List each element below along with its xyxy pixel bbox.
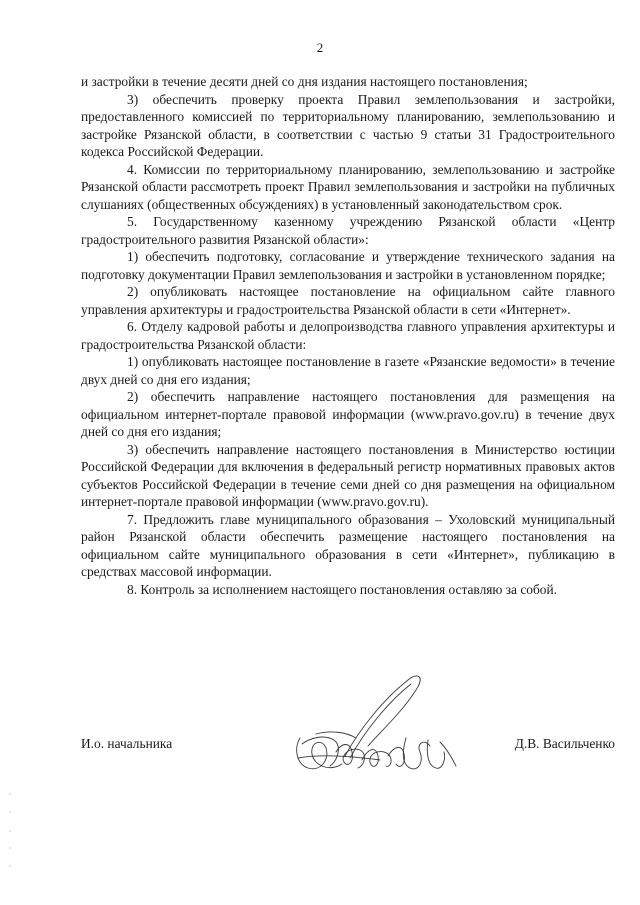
handwritten-signature <box>290 668 465 783</box>
signature-block <box>81 736 615 756</box>
paragraph-point-6-item-3: 3) обеспечить направление настоящего постановления в Министерство юстиции Российской Федерации для включения в федеральный регистр нормативных правовых актов субъектов Российской Федерации в течение семи дней со дня размещения на официальном интернет-портале правовой информации (www.pravo.gov.ru). <box>81 441 615 509</box>
signatory-name: Д.В. Васильченко <box>514 736 615 751</box>
paragraph-point-5: 5. Государственному казенному учреждению Рязанской области «Центр градостроительного развития Рязанской области»: <box>81 214 615 247</box>
scan-margin-marks <box>8 790 12 880</box>
document-body <box>81 73 615 598</box>
paragraph-point-6-item-1: 1) опубликовать настоящее постановление в газете «Рязанские ведомости» в течение двух дней со дня его издания; <box>81 354 615 387</box>
paragraph-point-6: 6. Отделу кадровой работы и делопроизводства главного управления архитектуры и градостроительства Рязанской области: <box>81 319 615 352</box>
paragraph-continuation: и застройки в течение десяти дней со дня издания настоящего постановления; <box>81 74 528 89</box>
paragraph-point-5-item-1: 1) обеспечить подготовку, согласование и утверждение технического задания на подготовку документации Правил землепользования и застройки в установленном порядке; <box>81 249 615 282</box>
page-number: 2 <box>316 40 324 55</box>
paragraph-point-6-item-2: 2) обеспечить направление настоящего постановления для размещения на официальном интернет-портале правовой информации (www.pravo.gov.ru) в течение двух дней со дня его издания; <box>81 389 615 439</box>
paragraph-item-3: 3) обеспечить проверку проекта Правил землепользования и застройки, предоставленного комиссией по территориальному планированию, землепользованию и застройке Рязанской области, в соответствии с частью 9 статьи 31 Градостроительного кодекса Российской Федерации. <box>81 91 615 159</box>
paragraph-point-8: 8. Контроль за исполнением настоящего постановления оставляю за собой. <box>127 581 558 597</box>
paragraph-point-4: 4. Комиссии по территориальному планированию, землепользованию и застройке Рязанской области рассмотреть проект Правил землепользования и застройки на публичных слушаниях (общественных обсуждениях) в установленный законодательством срок. <box>81 161 615 212</box>
paragraph-point-5-item-2: 2) опубликовать настоящее постановление на официальном сайте главного управления архитектуры и градостроительства Рязанской области в сети «Интернет». <box>81 284 615 317</box>
signatory-position: И.о. начальника <box>81 736 173 751</box>
paragraph-point-7: 7. Предложить главе муниципального образования – Ухоловский муниципальный район Рязанской области обеспечить размещение настоящего постановления на официальном сайте муниципального образования в сети «Интернет», публикацию в средствах массовой информации. <box>81 511 615 579</box>
